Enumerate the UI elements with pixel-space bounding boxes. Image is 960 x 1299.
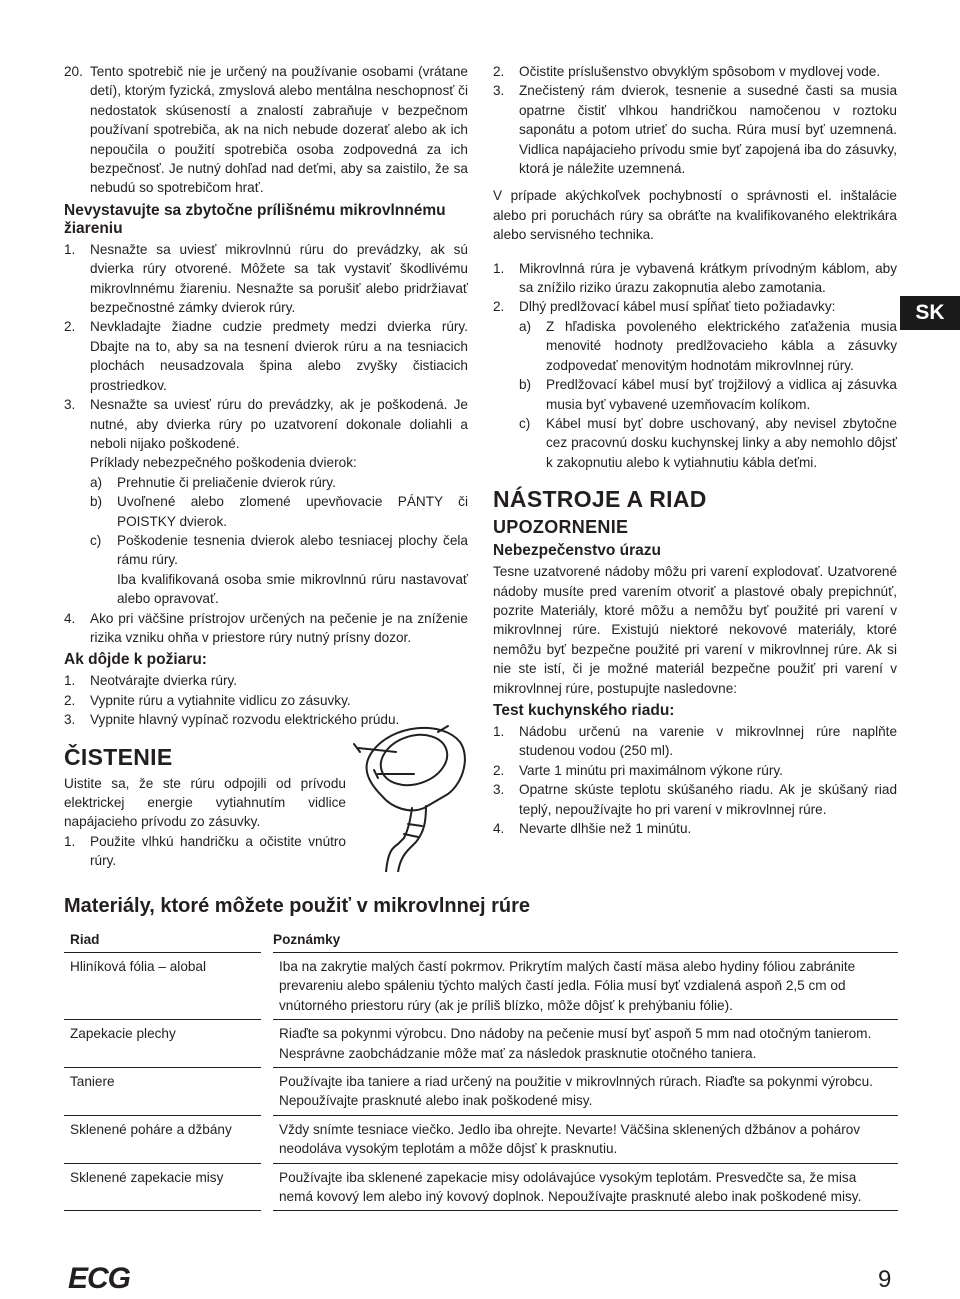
cable-sub-item: c) Kábel musí byť dobre uschovaný, aby nevisel zbytočne cez pracovnú dosku kuchynskej linky a aby nemohlo dôjsť k zakopnutiu alebo k vytiahnutiu kábla deťmi. (519, 415, 897, 470)
materials-table (64, 928, 898, 1211)
page-number: 9 (878, 1266, 892, 1293)
table-row (64, 1163, 898, 1211)
table-row (64, 1115, 898, 1163)
item-number: 20. (64, 64, 83, 79)
table-cell: Iba na zakrytie malých častí pokrmov. Prikrytím malých častí mäsa alebo hydiny fóliou zabránite prevareniu alebo spáleniu týchto malých častí jedla. Fólia musí byť vzdialená aspoň 2,5 cm od vnútorného priestoru rúry (ak je príliš blízko, môže dôjsť k prehýbaniu fólie). (267, 953, 898, 1020)
list-item: 1. Nesnažte sa uviesť mikrovlnnú rúru do prevádzky, ak sú dvierka rúry otvorené. Môžete sa tak vystaviť škodlivému mikrovlnnému žiareniu. Nesnažte sa porušiť alebo pridržiavať bezpečnostné zámky dvierok rúry. (64, 241, 468, 316)
list-item: 1. Neotvárajte dvierka rúry. (64, 673, 238, 689)
table-row (64, 1020, 898, 1068)
list-item: 4. Ako pri väčšine prístrojov určených na pečenie je na zníženie rizika vzniku ohňa v priestore rúry nutný prísny dozor. (64, 610, 468, 645)
table-cell: Riaďte sa pokynmi výrobcu. Dno nádoby na pečenie musí byť aspoň 5 mm nad otočným tanierom. Nesprávne zaobchádzanie môže mať za následok prasknutie otočného taniera. (267, 1020, 898, 1068)
heading-tools: NÁSTROJE A RIAD (493, 486, 707, 513)
list-item: 3. Znečistený rám dvierok, tesnenie a susedné časti sa musia opatrne čistiť vlhkou handričkou namočenou v roztoku saponátu a potom utrieť do sucha. Rúra musí byť uzemnená. Vidlica napájacieho prívodu smie byť zapojená iba do zásuvky, ktorá je náležite uzemnená. (493, 83, 897, 177)
heading-warning: UPOZORNENIE (493, 517, 629, 538)
injury-text: Tesne uzatvorené nádoby môžu pri varení explodovať. Uzatvorené nádoby musíte pred varením otvoriť a plastové obaly prepichnúť, pozrite Materiály, ktoré môžu a nemôžu byť použité pri varení v mikrovlnnej rúre. Existujú niektoré nekovové materiály, ktoré nemôžu byť bezpečne použité pri varení v mikrovlnnej rúre. Ak si nie ste istí, či je možné materiál bezpečne použiť pri varení v mikrovlnnej rúre, postupujte nasledovne: (493, 564, 897, 696)
list-item: 1. Mikrovlnná rúra je vybavená krátkym prívodným káblom, aby sa znížilo riziko úrazu zakopnutia alebo zamotania. (493, 260, 897, 296)
table-header-row (64, 928, 898, 953)
table-cell: Sklenené zapekacie misy (64, 1163, 267, 1211)
heading-fire: Ak dôjde k požiaru: (64, 651, 207, 669)
example-item: b) Uvoľnené alebo zlomené upevňovacie PÁNTY či POISTKY dvierok. (90, 494, 468, 529)
table-cell: Vždy snímte tesniace viečko. Jedlo iba ohrejte. Nevarte! Väčšina sklenených džbánov a pohárov neodoláva vysokým teplotám a môže dôjsť k prasknutiu. (267, 1115, 898, 1163)
table-cell: Sklenené poháre a džbány (64, 1115, 267, 1163)
list-item: 2. Varte 1 minútu pri maximálnom výkone rúry. (493, 762, 783, 778)
cleaning-intro: Uistite sa, že ste rúru odpojili od prívodu elektrickej energie vytiahnutím vidlice napájacieho prívodu zo zásuvky. (64, 775, 346, 830)
examples-intro: Príklady nebezpečného poškodenia dvierok: (90, 455, 357, 471)
table-cell: Používajte iba taniere a riad určený na použitie v mikrovlnných rúrach. Riaďte sa pokynmi výrobcu. Nepoužívajte prasknuté alebo inak poškodené misy. (267, 1068, 898, 1116)
list-item: 2. Očistite príslušenstvo obvyklým spôsobom v mydlovej vode. (493, 64, 881, 79)
heading-radiation: Nevystavujte sa zbytočne prílišnému mikrovlnnému žiareniu (64, 201, 446, 237)
column-header: Poznámky (267, 928, 898, 953)
example-item: a) Prehnutie či preliačenie dvierok rúry. (90, 474, 336, 490)
column-header: Riad (64, 928, 267, 953)
list-item: 1. Nádobu určenú na varenie v mikrovlnnej rúre naplňte studenou vodou (250 ml). (493, 723, 897, 759)
table-row (64, 953, 898, 1020)
qualified-note: Iba kvalifikovaná osoba smie mikrovlnnú rúru nastavovať alebo opravovať. (117, 571, 468, 607)
table-cell: Taniere (64, 1068, 267, 1116)
radiation-list (64, 240, 468, 453)
brand-logo: ECG (68, 1262, 131, 1295)
list-item: 2. Dlhý predlžovací kábel musí spĺňať tieto požiadavky: (493, 299, 836, 315)
table-title: Materiály, ktoré môžete použiť v mikrovlnnej rúre (64, 895, 531, 917)
table-row (64, 1068, 898, 1116)
right-column (493, 62, 897, 838)
heading-test: Test kuchynského riadu: (493, 701, 675, 719)
item-text: Tento spotrebič nie je určený na používanie osobami (vrátane detí), ktorým fyzická, zmyslová alebo mentálna neschopnosť či nedostatok skúseností a znalostí zabraňuje v bezpečnom používaní spotrebiča, ak na nich nebude dozerať alebo ak ich nepoučila o použití spotrebiča osoba zodpovedná za ich bezpečnosť. Je nutný dohľad nad deťmi, aby sa zaistilo, že sa nebudú so spotrebičom hrať. (90, 64, 468, 196)
list-item: 3. Nesnažte sa uviesť rúru do prevádzky, ak je poškodená. Je nutné, aby dvierka rúry po uzatvorení dokonale doliahli a neboli nijako poškodené. (64, 397, 468, 451)
safety-item-20 (64, 62, 468, 198)
list-item: 4. Nevarte dlhšie než 1 minútu. (493, 821, 692, 836)
heading-injury: Nebezpečenstvo úrazu (493, 542, 661, 560)
doubt-note: V prípade akýchkoľvek pochybností o správnosti el. inštalácie alebo pri poruchách rúry sa obráťte na kvalifikovaného elektrikára alebo servisného technika. (493, 188, 897, 243)
table-cell: Používajte iba sklenené zapekacie misy odolávajúce vysokým teplotám. Presvedčte sa, že misa nemá kovový lem alebo iný kovový doplnok. Nepoužívajte prasknuté alebo inak poškodené misy. (267, 1163, 898, 1211)
cable-sub-item: b) Predlžovací kábel musí byť trojžilový a vidlica aj zásuvka musia byť vybavené uzemňovacím kolíkom. (519, 377, 897, 412)
language-tab: SK (900, 296, 960, 330)
list-item: 2. Vypnite rúru a vytiahnite vidlicu zo zásuvky. (64, 692, 351, 708)
table-cell: Hliníková fólia – alobal (64, 953, 267, 1020)
cable-sub-item: a) Z hľadiska povoleného elektrického zaťaženia musia menovité hodnoty predlžovacieho kábla a zásuvky zodpovedať menovitým hodnotám mikrovlnnej rúry. (519, 318, 897, 373)
table-cell: Zapekacie plechy (64, 1020, 267, 1068)
example-item: c) Poškodenie tesnenia dvierok alebo tesniacej plochy čela rámu rúry. (90, 532, 468, 568)
list-item: 3. Opatrne skúste teplotu skúšaného riadu. Ak je skúšaný riad teplý, nepoužívajte ho pri varení v mikrovlnnej rúre. (493, 782, 897, 817)
list-item: 1. Použite vlhkú handričku a očistite vnútro rúry. (64, 833, 346, 869)
list-item: 2. Nevkladajte žiadne cudzie predmety medzi dvierka rúry. Dbajte na to, aby sa na tesnení dvierok rúru a na tesniacich plochách neusadzovala špina alebo zvyšky čistiacich prostriedkov. (64, 319, 468, 393)
heading-cleaning: ČISTENIE (64, 743, 173, 770)
plug-icon (352, 712, 476, 872)
list-item: 3. Vypnite hlavný vypínač rozvodu elektrického prúdu. (64, 712, 400, 728)
